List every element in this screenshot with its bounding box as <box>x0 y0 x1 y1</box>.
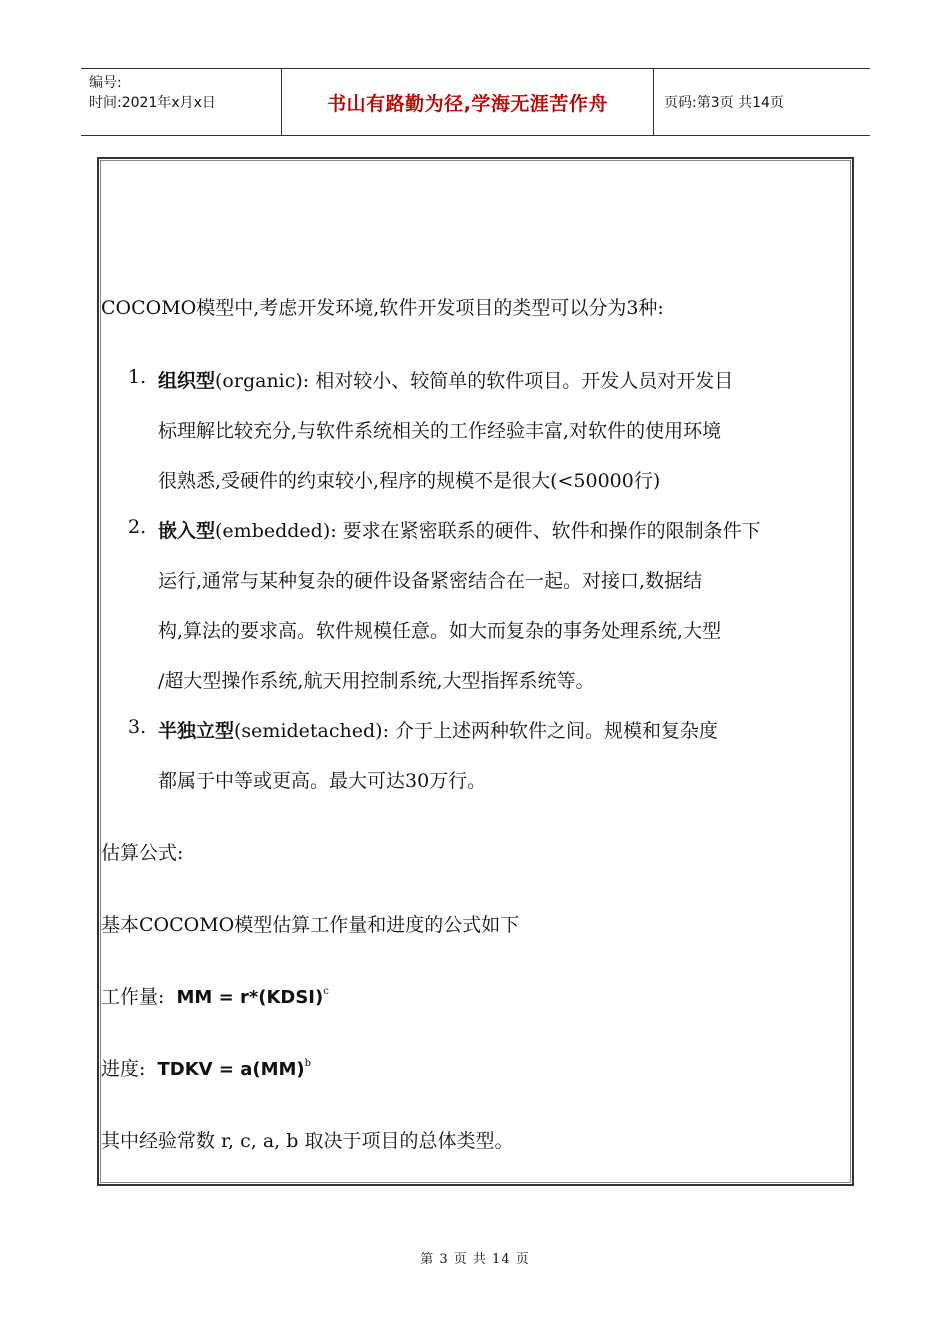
estimate-heading: 估算公式: <box>101 842 184 864</box>
number-label: 编号: <box>89 75 122 91</box>
item-3-term: 半独立型 <box>158 720 235 742</box>
item-1-number: 1. <box>128 366 147 388</box>
item-2-number: 2. <box>128 516 147 538</box>
item-3-first-line <box>158 716 718 743</box>
item-1-line-3: 很熟悉,受硬件的约束较小,程序的规模不是很大(<50000行) <box>158 470 661 492</box>
constants-note: 其中经验常数 r, c, a, b 取决于项目的总体类型。 <box>101 1130 514 1152</box>
schedule-formula-line <box>101 1054 311 1081</box>
schedule-label: 进度: <box>101 1058 146 1080</box>
header-meta <box>81 69 282 135</box>
item-2-term: 嵌入型 <box>158 520 216 542</box>
basic-description: 基本COCOMO模型估算工作量和进度的公式如下 <box>101 914 520 936</box>
item-1-term: 组织型 <box>158 370 216 392</box>
item-3-number: 3. <box>128 716 147 738</box>
item-2-line-3: 构,算法的要求高。软件规模任意。如大而复杂的事务处理系统,大型 <box>158 620 722 642</box>
effort-label: 工作量: <box>101 986 165 1008</box>
effort-formula-line <box>101 982 329 1009</box>
item-1-line-2: 标理解比较充分,与软件系统相关的工作经验丰富,对软件的使用环境 <box>158 420 722 442</box>
date-label: 时间:2021年x月x日 <box>89 95 216 111</box>
effort-exponent: c <box>323 986 329 997</box>
page-header <box>81 68 870 136</box>
page-footer: 第 3 页 共 14 页 <box>420 1252 530 1267</box>
item-1-first-line <box>158 366 733 393</box>
intro-paragraph: COCOMO模型中,考虑开发环境,软件开发项目的类型可以分为3种: <box>101 297 664 319</box>
item-3-first-text: (semidetached): 介于上述两种软件之间。规模和复杂度 <box>234 720 719 742</box>
item-2-line-2: 运行,通常与某种复杂的硬件设备紧密结合在一起。对接口,数据结 <box>158 570 703 592</box>
item-2-first-text: (embedded): 要求在紧密联系的硬件、软件和操作的限制条件下 <box>215 520 761 542</box>
item-3-line-2: 都属于中等或更高。最大可达30万行。 <box>158 770 487 792</box>
item-2-first-line <box>158 516 761 543</box>
item-2-line-4: /超大型操作系统,航天用控制系统,大型指挥系统等。 <box>158 670 595 692</box>
item-1-first-text: (organic): 相对较小、较简单的软件项目。开发人员对开发目 <box>215 370 734 392</box>
schedule-exponent: b <box>304 1058 312 1069</box>
effort-formula: MM = r*(KDSI) <box>176 987 324 1008</box>
header-page-info: 页码:第3页 共14页 <box>664 95 784 111</box>
schedule-formula: TDKV = a(MM) <box>157 1059 305 1080</box>
header-motto: 书山有路勤为径,学海无涯苦作舟 <box>282 69 654 135</box>
